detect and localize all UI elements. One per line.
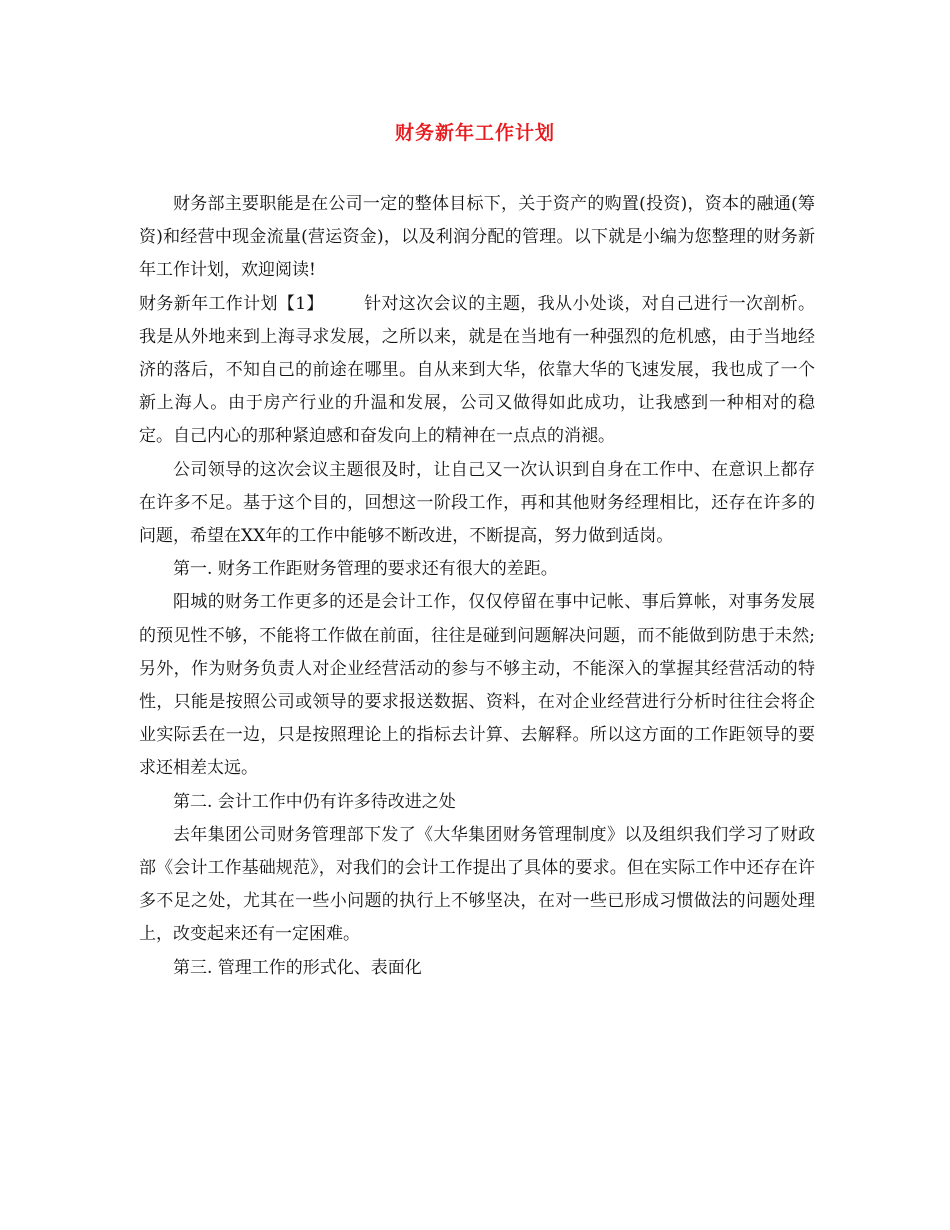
plan-section: [139, 288, 815, 454]
paragraph-meeting-theme: 公司领导的这次会议主题很及时，让自己又一次认识到自身在工作中、在意识上都存在许多不足。基于这个目的，回想这一阶段工作，再和其他财务经理相比，还存在许多的问题，希望在XX年的工作中能够不断改进，不断提高，努力做到适岗。: [139, 459, 815, 547]
document-body: [139, 188, 815, 985]
plan-heading: 财务新年工作计划【1】: [139, 293, 324, 314]
section-heading-first: 第一. 财务工作距财务管理的要求还有很大的差距。: [173, 559, 558, 580]
paragraph-accounting-work: 阳城的财务工作更多的还是会计工作，仅仅停留在事中记帐、事后算帐，对事务发展的预见性不够，不能将工作做在前面，往往是碰到问题解决问题，而不能做到防患于未然;另外，作为财务负责人对企业经营活动的参与不够主动，不能深入的掌握其经营活动的特性，只能是按照公司或领导的要求报送数据、资料，在对企业经营进行分析时往往会将企业实际丢在一边，只是按照理论上的指标去计算、去解释。所以这方面的工作距领导的要求还相差太远。: [139, 592, 815, 779]
paragraph-intro: 财务部主要职能是在公司一定的整体目标下，关于资产的购置(投资)，资本的融通(筹资)和经营中现金流量(营运资金)，以及利润分配的管理。以下就是小编为您整理的财务新年工作计划，欢迎阅读!: [139, 194, 815, 281]
section-heading-third: 第三. 管理工作的形式化、表面化: [173, 957, 422, 978]
section-heading-second: 第二. 会计工作中仍有许多待改进之处: [173, 791, 456, 812]
paragraph-regulations: 去年集团公司财务管理部下发了《大华集团财务管理制度》以及组织我们学习了财政部《会计工作基础规范》，对我们的会计工作提出了具体的要求。但在实际工作中还存在许多不足之处，尤其在一些小问题的执行上不够坚决，在对一些已形成习惯做法的问题处理上，改变起来还有一定困难。: [139, 824, 815, 945]
paragraph-self-analysis: 针对这次会议的主题，我从小处谈，对自己进行一次剖析。我是从外地来到上海寻求发展，之所以来，就是在当地有一种强烈的危机感，由于当地经济的落后，不知自己的前途在哪里。自从来到大华，依靠大华的飞速发展，我也成了一个新上海人。由于房产行业的升温和发展，公司又做得如此成功，让我感到一种相对的稳定。自己内心的那种紧迫感和奋发向上的精神在一点点的消褪。: [139, 293, 815, 447]
document-title: 财务新年工作计划: [394, 122, 555, 144]
